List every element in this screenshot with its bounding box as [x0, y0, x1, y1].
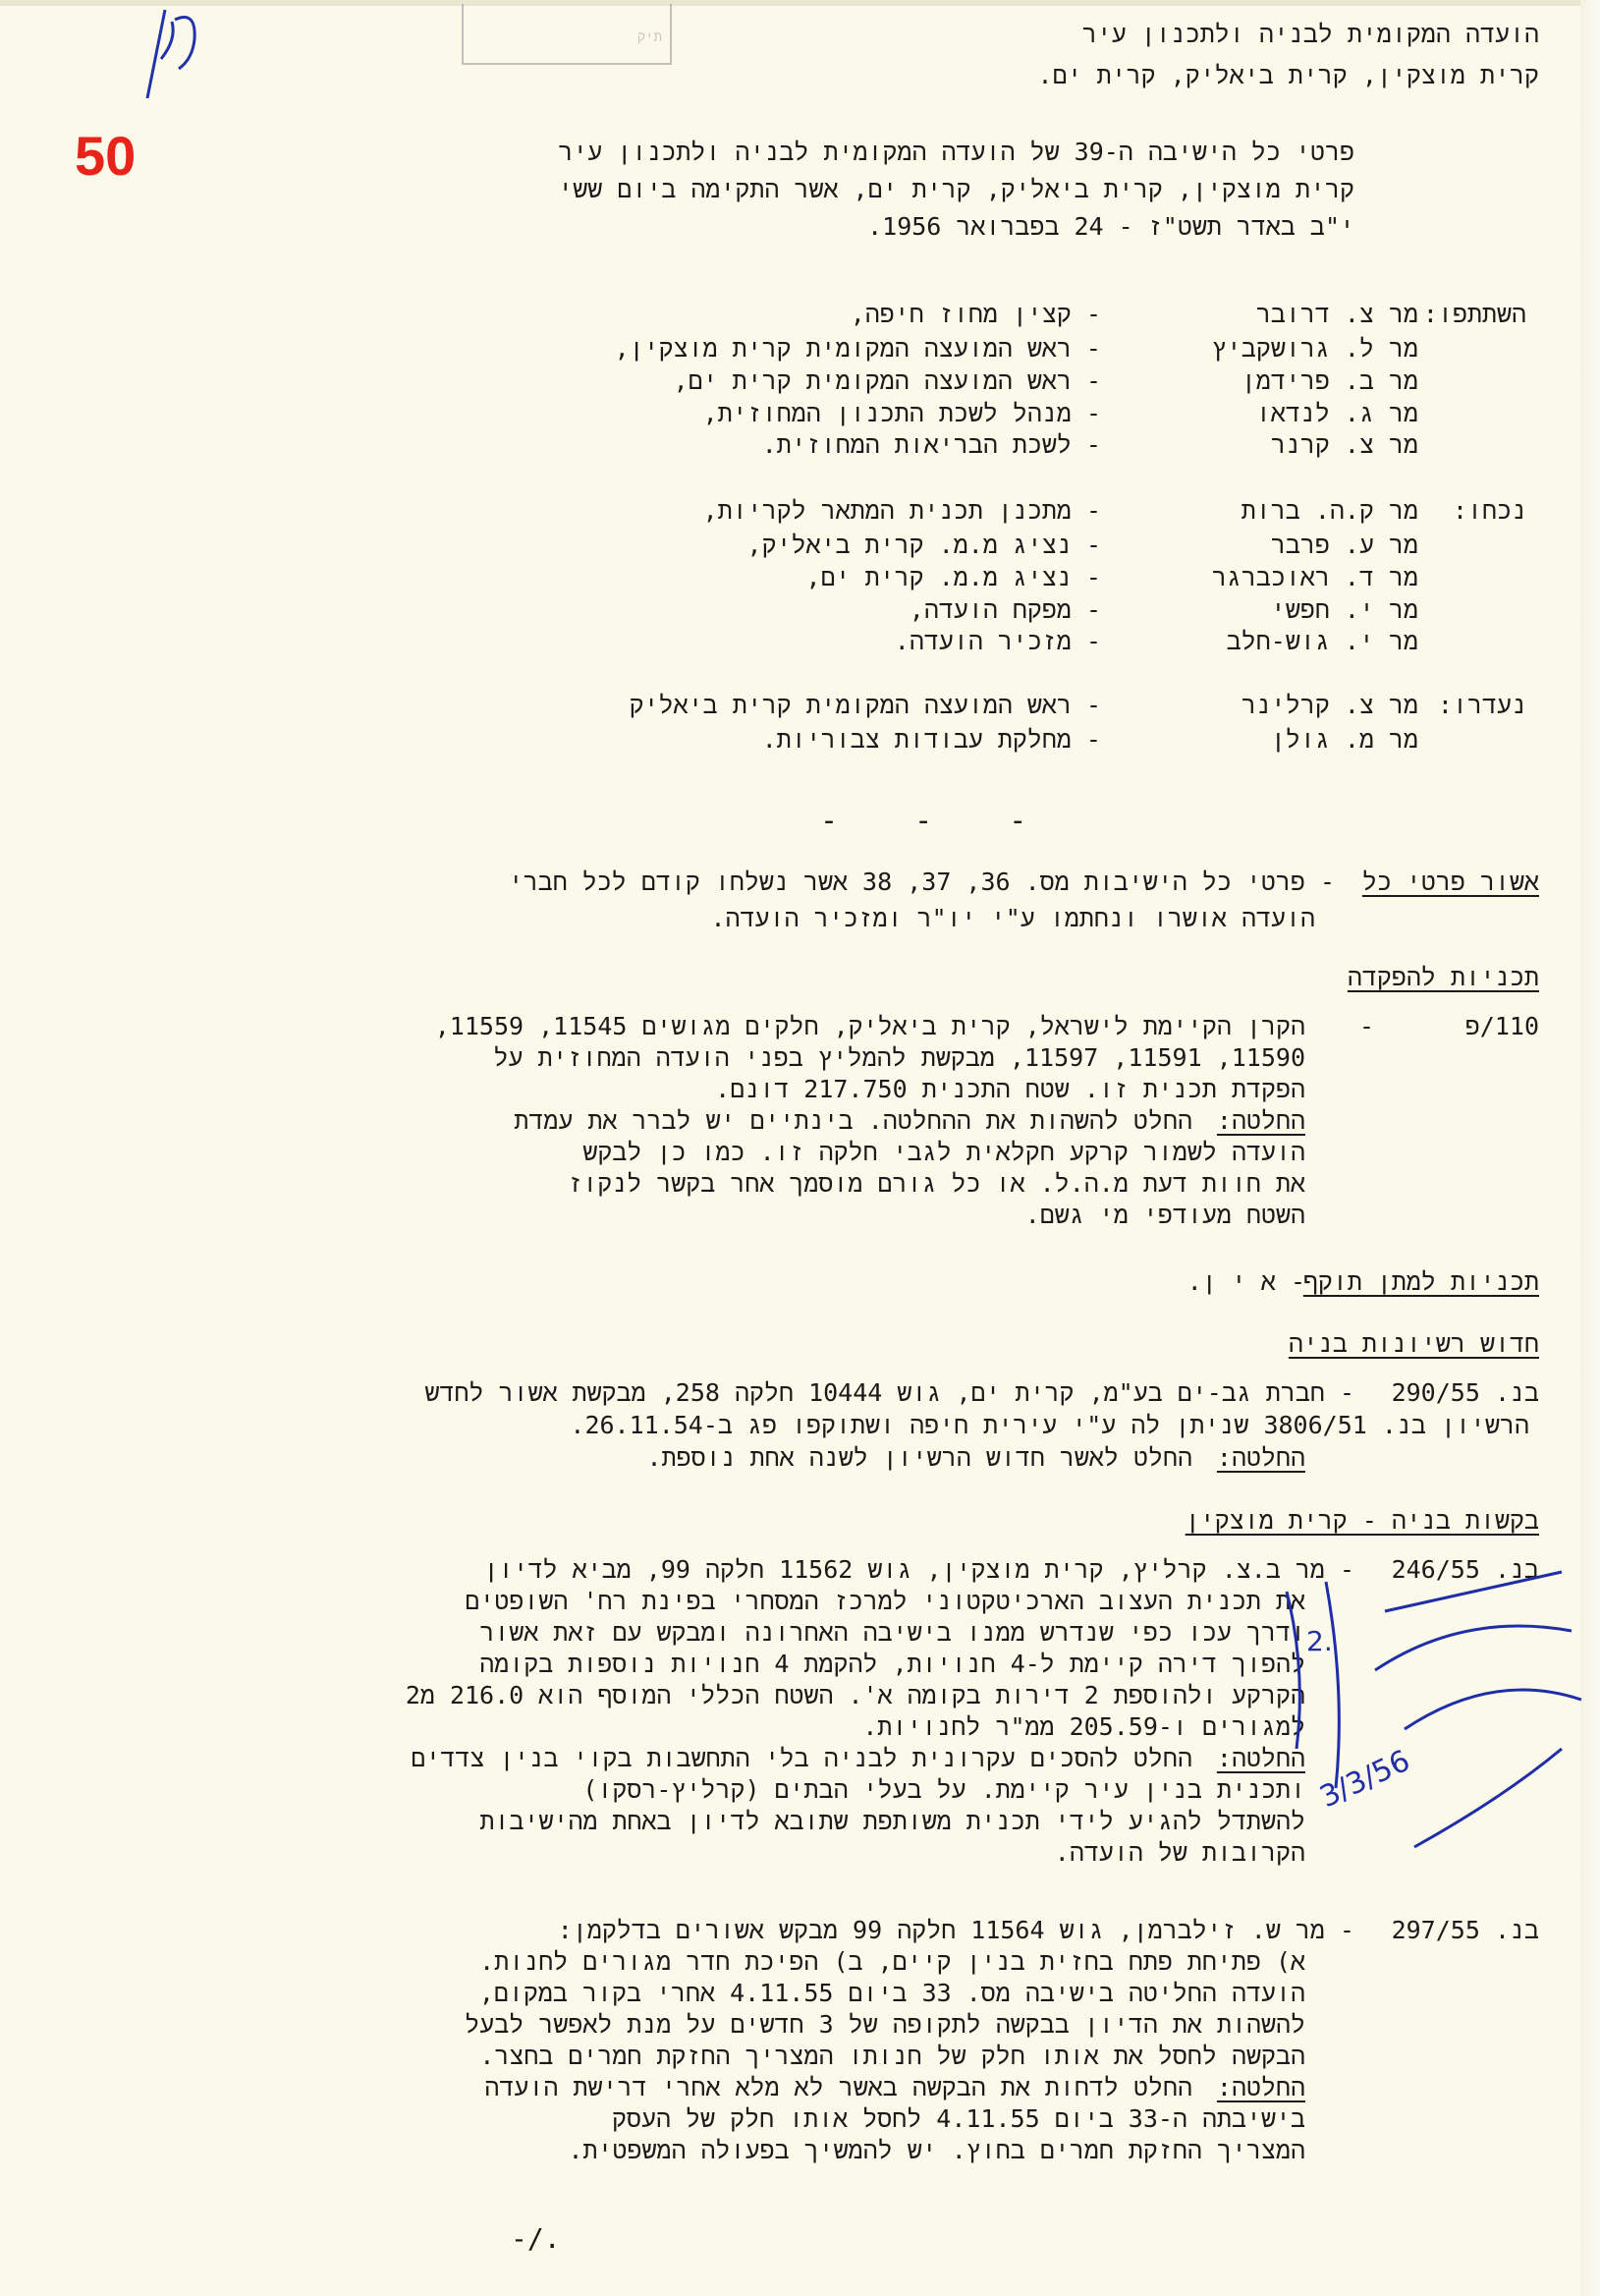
- request-line: למגורים ו-205.59 ממ"ר לחנויות.: [862, 1712, 1305, 1741]
- present-name: מר ע. פרבר: [1270, 531, 1418, 559]
- page-edge-right: [1580, 0, 1600, 2296]
- present-role: - נציג מ.מ. קרית ים,: [805, 563, 1101, 591]
- absent-role: - ראש המועצה המקומית קרית ביאליק: [629, 691, 1101, 719]
- page-footer: -/.: [511, 2222, 561, 2255]
- renewal-line: - חברת גב-ים בע"מ, קרית ים, גוש 10444 חלקה 258, מבקשת אשור לחדש: [424, 1378, 1354, 1407]
- decision-label: החלטה:: [1216, 1106, 1305, 1135]
- request-line: הבקשה לחסל את אותו חלק של חנותו המצריך החזקת חמרים בחצר.: [479, 2042, 1305, 2070]
- deposit-line: הקרן הקיימת לישראל, קרית ביאליק, חלקים מגושים 11545, 11559,: [434, 1012, 1305, 1040]
- participant-role: - ראש המועצה המקומית קרית מוצקין,: [614, 334, 1101, 363]
- participant-role: - ראש המועצה המקומית קרית ים,: [673, 366, 1101, 395]
- decision-line: החלט לאשר חדוש הרשיון לשנה אחת נוספת.: [646, 1443, 1207, 1472]
- approval-line: - פרטי כל הישיבות מס. 36, 37, 38 אשר נשלחו קודם לכל חברי: [508, 868, 1335, 896]
- decision-line: את חוות דעת מ.ה.ל. או כל גורם מוסמך אחר בקשר לנקוז: [568, 1169, 1305, 1198]
- margin-note-date: 3/3/56: [1314, 1743, 1415, 1816]
- renewal-line: הרשיון בנ. 3806/51 שניתן לה ע"י עירית חיפה ושתוקפו פג ב-26.11.54.: [570, 1411, 1529, 1439]
- participant-name: מר ב. פרידמן: [1241, 366, 1418, 395]
- section-heading-deposit: תכניות להפקדה: [1347, 963, 1539, 991]
- request-line: את תכנית העצוב הארכיטקטוני למרכז המסחרי בפינת רח' השופטים: [465, 1587, 1305, 1615]
- request-line: הועדה החליטה בישיבה מס. 33 ביום 4.11.55 אחרי בקור במקום,: [478, 1979, 1305, 2007]
- present-name: מר י. גוש-חלב: [1226, 627, 1418, 655]
- present-name: מר ד. ראוכברגר: [1211, 563, 1418, 591]
- decision-line: החלט להשהות את ההחלטה. בינתיים יש לברר את עמדת: [514, 1106, 1207, 1135]
- handwritten-margin-note: [1267, 1552, 1591, 1867]
- request-line: להפוך דירה קיימת ל-4 חנויות, להקמת 4 חנויות נוספות בקומה: [479, 1650, 1305, 1678]
- request-line: - מר ש. זילברמן, גוש 11564 חלקה 99 מבקש אשורים בדלקמן:: [557, 1916, 1354, 1944]
- stamp-text: תיק: [636, 29, 662, 45]
- present-role: - מזכיר הועדה.: [894, 627, 1101, 655]
- present-role: - נציג מ.מ. קרית ביאליק,: [746, 531, 1101, 559]
- decision-label: החלטה:: [1216, 2073, 1305, 2101]
- page-edge: [0, 0, 1600, 6]
- case-dash: -: [1358, 1012, 1374, 1040]
- decision-line: המצריך החזקת חמרים בחוץ. יש להמשיך בפעולה המשפטית.: [568, 2136, 1305, 2164]
- participant-role: - קצין מחוז חיפה,: [850, 300, 1101, 328]
- section-heading-requests: בקשות בניה - קרית מוצקין: [1185, 1506, 1539, 1535]
- header-line-2: קרית מוצקין, קרית ביאליק, קרית ים.: [1037, 61, 1539, 89]
- approval-line: הועדה אושרו ונחתמו ע"י יו"ר ומזכיר הועדה.: [710, 904, 1315, 932]
- present-name: מר ק.ה. ברות: [1241, 496, 1418, 525]
- participant-name: מר ל. גרושקביץ: [1211, 334, 1418, 363]
- deposit-line: 11590, 11591, 11597, מבקשת להמליץ בפני הועדה המחוזית על: [493, 1043, 1305, 1072]
- participant-role: - לשכת הבריאות המחוזית.: [761, 430, 1101, 459]
- decision-line: החלט להסכים עקרונית לבניה בלי התחשבות בקוי בנין צדדים: [411, 1744, 1207, 1772]
- section-heading-validity: תכניות למתן תוקף: [1302, 1267, 1539, 1296]
- participant-role: - מנהל לשכת התכנון המחוזית,: [702, 399, 1101, 427]
- absent-name: מר מ. גולן: [1270, 725, 1418, 754]
- margin-note-number: 2.: [1306, 1625, 1333, 1657]
- participant-name: מר צ. דרובר: [1255, 300, 1418, 328]
- absent-role: - מחלקת עבודות צבוריות.: [761, 725, 1101, 754]
- decision-label: החלטה:: [1216, 1744, 1305, 1772]
- absent-label: נעדרו:: [1437, 691, 1526, 719]
- decision-line: השטח מעודפי מי גשם.: [1024, 1201, 1305, 1229]
- decision-line: ותכנית בנין עיר קיימת. על בעלי הבתים (קרליץ-רסקו): [582, 1775, 1305, 1804]
- decision-line: הקרובות של הועדה.: [1054, 1838, 1305, 1867]
- participant-name: מר צ. קרנר: [1270, 430, 1418, 459]
- decision-line: הועדה לשמור קרקע חקלאית לגבי חלקה זו. כמו כן לבקש: [582, 1138, 1305, 1166]
- intro-line-3: י"ב באדר תשט"ז - 24 בפברואר 1956.: [867, 212, 1354, 241]
- present-role: - מפקח הועדה,: [909, 595, 1101, 624]
- section-heading-renewal: חדוש רשיונות בניה: [1288, 1329, 1539, 1358]
- decision-line: החלט לדחות את הבקשה באשר לא מלא אחרי דרישת הועדה: [484, 2073, 1207, 2101]
- decision-line: בישיבתה ה-33 ביום 4.11.55 לחסל אותו חלק של העסק: [611, 2104, 1305, 2133]
- page-number: 50: [75, 125, 137, 187]
- faded-stamp: [462, 4, 672, 65]
- decision-line: להשתדל להגיע לידי תכנית משותפת שתובא לדיון באחת מהישיבות: [479, 1807, 1305, 1835]
- present-name: מר י. חפשי: [1270, 595, 1418, 624]
- case-number: 110/פ: [1464, 1012, 1539, 1040]
- handwritten-signature-top: [118, 0, 226, 108]
- deposit-line: הפקדת תכנית זו. שטח התכנית 217.750 דונם.: [715, 1075, 1305, 1103]
- approval-label: אשור פרטי כל: [1361, 868, 1539, 896]
- case-number: בנ. 290/55: [1391, 1378, 1539, 1407]
- present-role: - מתכנן תכנית המתאר לקריות,: [702, 496, 1101, 525]
- header-line-1: הועדה המקומית לבניה ולתכנון עיר: [1081, 20, 1539, 48]
- request-line: - מר ב.צ. קרליץ, קרית מוצקין, גוש 11562 חלקה 99, מביא לדיון: [483, 1555, 1354, 1584]
- separator-dashes: - - -: [820, 804, 1057, 838]
- decision-label: החלטה:: [1216, 1443, 1305, 1472]
- request-line: א) פתיחת פתח בחזית בנין קיים, ב) הפיכת חדר מגורים לחנות.: [479, 1947, 1305, 1976]
- request-line: להשהות את הדיון בבקשה לתקופה של 3 חדשים על מנת לאפשר לבעל: [465, 2010, 1305, 2039]
- intro-line-2: קרית מוצקין, קרית ביאליק, קרית ים, אשר התקימה ביום ששי: [558, 175, 1354, 203]
- request-line: ודרך עכו כפי שנדרש ממנו בישיבה האחרונה ומבקש עם זאת אשור: [479, 1618, 1305, 1647]
- request-line: הקרקע ולהוספת 2 דירות בקומה א'. השטח הכללי המוסף הוא 216.0 מ2: [405, 1681, 1305, 1709]
- validity-value: - א י ן.: [1186, 1267, 1305, 1296]
- case-number: בנ. 297/55: [1391, 1916, 1539, 1944]
- participants-label: השתתפו:: [1422, 300, 1526, 328]
- intro-line-1: פרטי כל הישיבה ה-39 של הועדה המקומית לבניה ולתכנון עיר: [558, 138, 1354, 166]
- absent-name: מר צ. קרלינר: [1241, 691, 1418, 719]
- present-label: נכחו:: [1452, 496, 1526, 525]
- case-number: בנ. 246/55: [1391, 1555, 1539, 1584]
- participant-name: מר ג. לנדאו: [1255, 399, 1418, 427]
